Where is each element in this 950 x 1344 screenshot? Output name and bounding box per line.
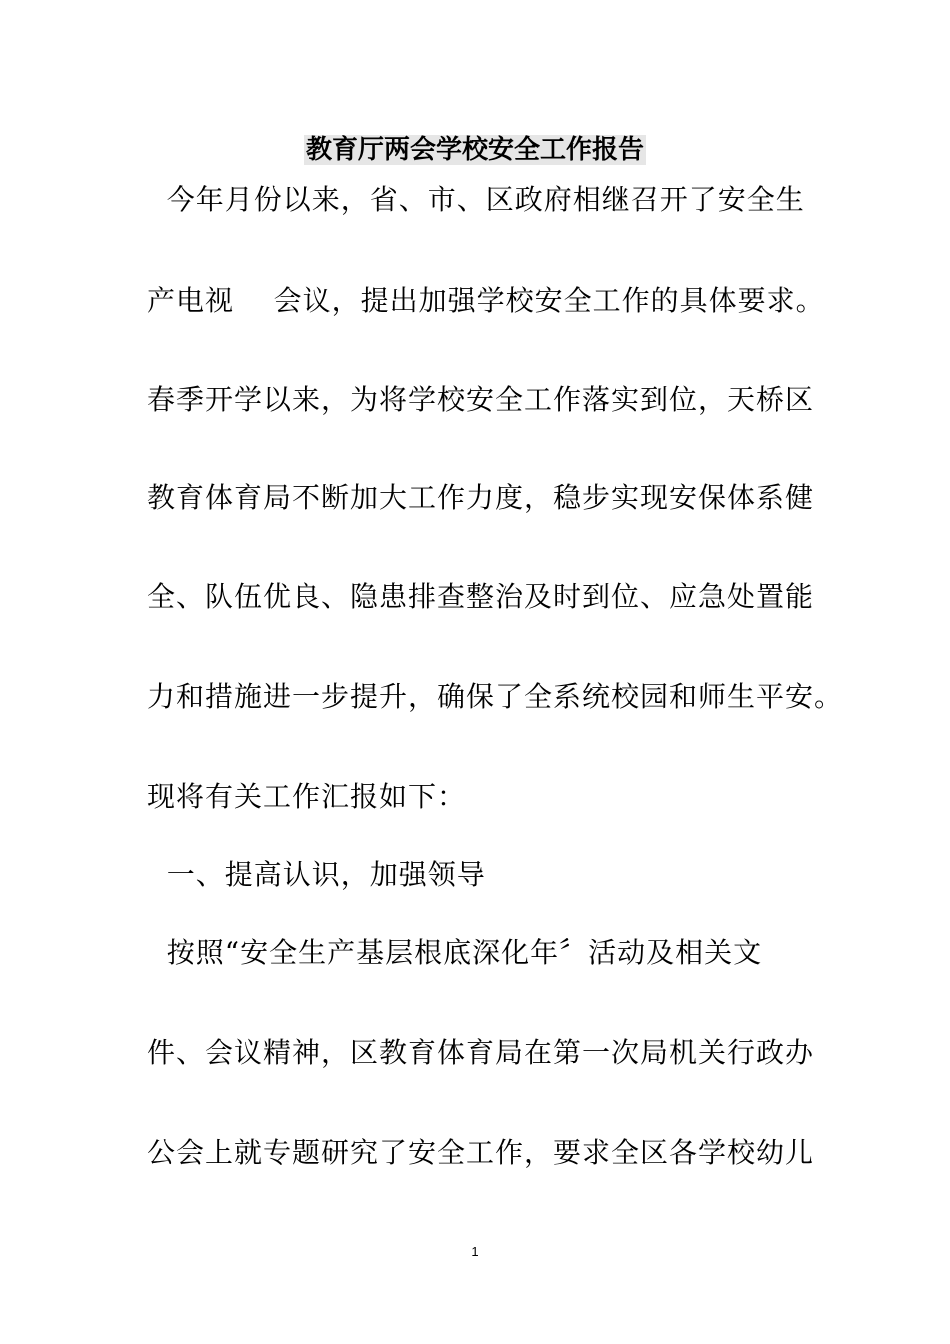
document-title <box>0 130 950 170</box>
body-line-9: 按照“安全生产基层根底深化年〞活动及相关文 <box>147 936 763 969</box>
body-line-7: 现将有关工作汇报如下： <box>147 780 467 813</box>
body-line-4: 教育体育局不断加大工作力度，稳步实现安保体系健 <box>147 481 815 514</box>
section-heading: 一、提高认识，加强领导 <box>147 858 486 891</box>
page-number: 1 <box>471 1244 479 1259</box>
body-line-5: 全、队伍优良、隐患排查整治及时到位、应急处置能 <box>147 580 815 613</box>
body-line-10: 件、会议精神，区教育体育局在第一次局机关行政办 <box>147 1036 815 1069</box>
body-line-2: 产电视 会议，提出加强学校安全工作的具体要求。 <box>147 284 825 317</box>
body-line-11: 公会上就专题研究了安全工作，要求全区各学校幼儿 <box>147 1136 815 1169</box>
body-line-3: 春季开学以来，为将学校安全工作落实到位，天桥区 <box>147 383 815 416</box>
body-line-6: 力和措施进一步提升，确保了全系统校园和师生平安。 <box>147 680 844 713</box>
body-line-1: 今年月份以来，省、市、区政府相继召开了安全生 <box>147 183 805 216</box>
document-title-text: 教育厅两会学校安全工作报告 <box>305 135 644 165</box>
